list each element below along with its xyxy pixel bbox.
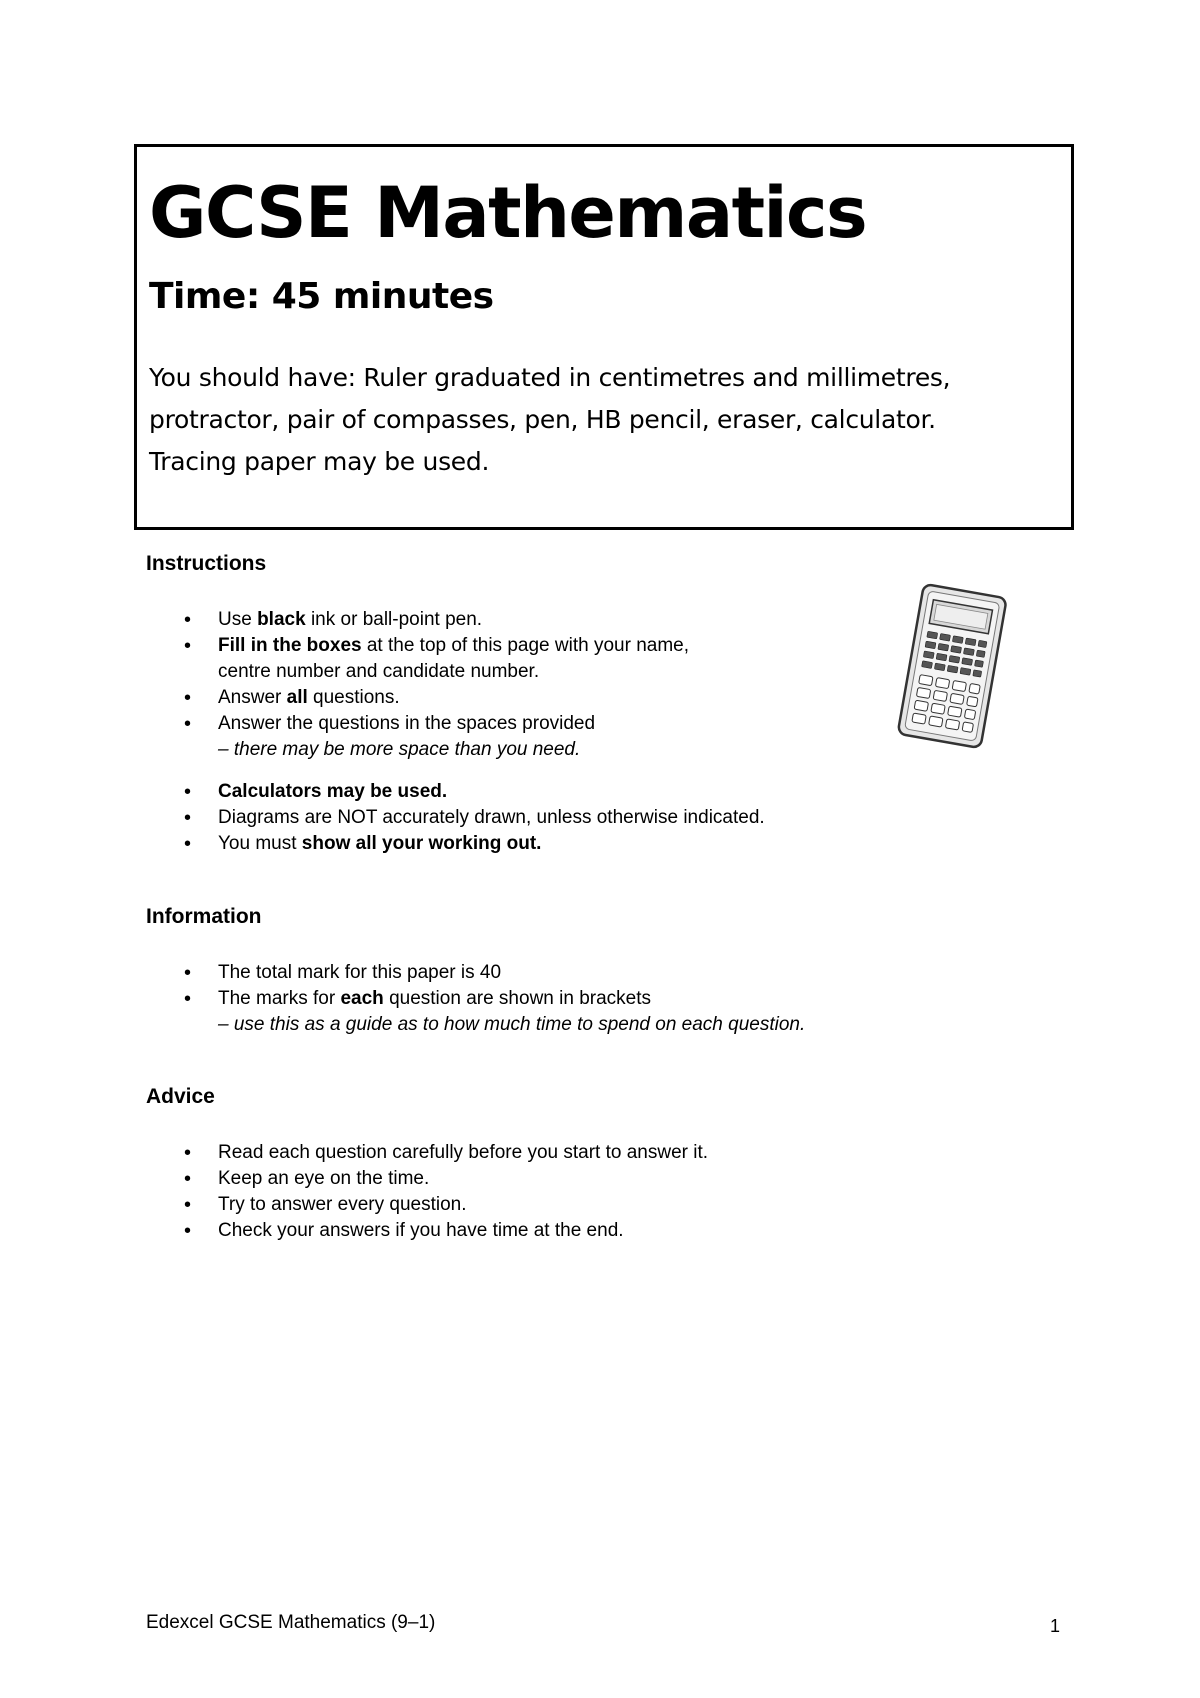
- advice-section: [146, 1083, 708, 1244]
- list-item: • The total mark for this paper is 40: [146, 960, 805, 986]
- equipment-line: Tracing paper may be used.: [149, 447, 490, 476]
- list-item: • Answer the questions in the spaces provided – there may be more space than you need.: [146, 711, 765, 763]
- information-list: [146, 960, 805, 1038]
- list-item: • Try to answer every question.: [146, 1192, 708, 1218]
- list-item: • Fill in the boxes at the top of this page with your name, centre number and candidate number.: [146, 633, 765, 685]
- information-section: [146, 903, 805, 1038]
- instructions-section: [146, 550, 765, 857]
- calculator-icon: [892, 582, 1012, 757]
- advice-heading: Advice: [146, 1085, 215, 1108]
- list-item: • Calculators may be used.: [146, 779, 765, 805]
- footer-title: Edexcel GCSE Mathematics (9–1): [146, 1612, 436, 1633]
- page-number: 1: [1050, 1616, 1061, 1636]
- title-box: [134, 144, 1074, 530]
- list-item: • Check your answers if you have time at the end.: [146, 1218, 708, 1244]
- advice-list: [146, 1140, 708, 1244]
- equipment-line: protractor, pair of compasses, pen, HB pencil, eraser, calculator.: [149, 405, 936, 434]
- list-item: • Keep an eye on the time.: [146, 1166, 708, 1192]
- page-title: GCSE Mathematics: [149, 172, 867, 254]
- list-item: • Answer all questions.: [146, 685, 765, 711]
- equipment-line: You should have: Ruler graduated in centimetres and millimetres,: [149, 363, 951, 392]
- instructions-list: [146, 607, 765, 857]
- list-item: • The marks for each question are shown in brackets – use this as a guide as to how much time to spend on each question.: [146, 986, 805, 1038]
- list-item: • Use black ink or ball-point pen.: [146, 607, 765, 633]
- list-item: • You must show all your working out.: [146, 831, 765, 857]
- list-item: • Read each question carefully before you start to answer it.: [146, 1140, 708, 1166]
- time-allowed: Time: 45 minutes: [149, 276, 494, 317]
- list-item: • Diagrams are NOT accurately drawn, unless otherwise indicated.: [146, 805, 765, 831]
- equipment-text: [149, 357, 1071, 483]
- instructions-heading: Instructions: [146, 552, 267, 575]
- information-heading: Information: [146, 905, 262, 928]
